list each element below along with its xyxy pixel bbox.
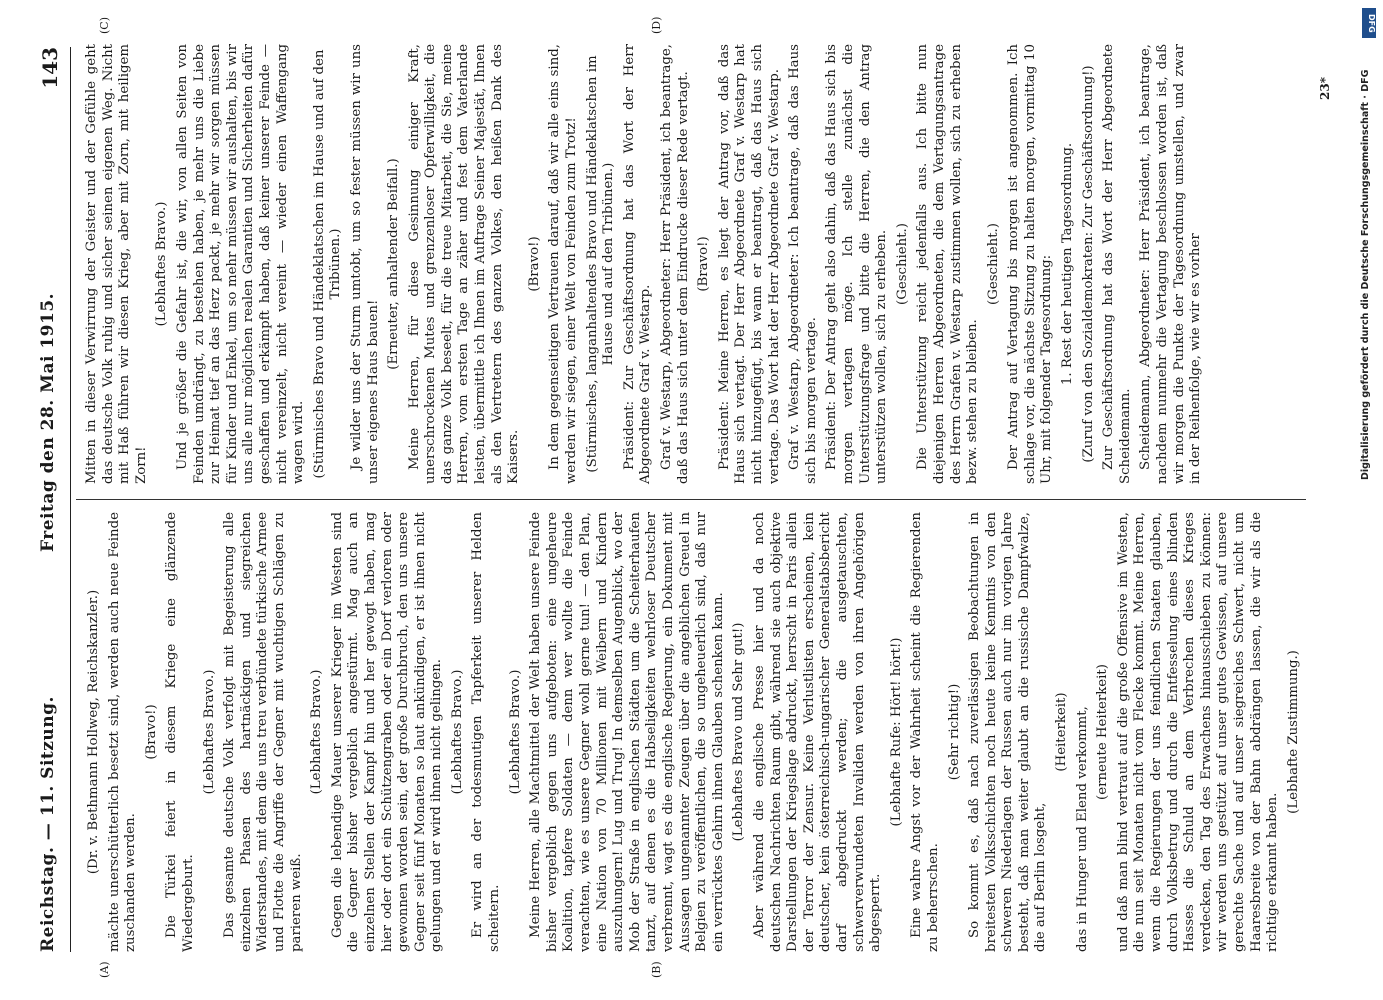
page-number: 143 [38, 47, 62, 89]
reaction: (Lebhaftes Bravo und Sehr gut!) [731, 622, 747, 842]
margin-marker-c: (C) [98, 17, 111, 34]
reaction: (Lebhaftes Bravo.) [309, 669, 325, 795]
reaction: (erneute Heiterkeit) [1095, 664, 1111, 800]
paragraph: In dem gegenseitigen Vertrauen darauf, daß wir alle eins sind, werden wir siegen, einer Welt von Feinden zum Trotz! [547, 44, 580, 484]
reaction: (Lebhaftes Bravo.) [201, 669, 217, 795]
paragraph: und daß man blind vertraut auf die große Offensive im Westen, die nun seit Monaten nicht vom Flecke kommt. Meine Herren, wenn die Regierungen der uns feindlichen Staaten glauben, durch Volksbetrug und durch die Entfesselung eines blinden Hasses die Schuld an dem Verbrechen dieses Krieges verdecken, den Tag des Erwachens hinausschieben zu können: wir werden uns gestützt auf unser gutes Gewissen, auf unsere gerechte Sache und auf unser siegreiches Schwert, nicht um Haaresbreite von der Bahn abdrängen lassen, die wir als die richtige erkannt haben. [1115, 512, 1281, 952]
page-header [38, 47, 62, 952]
paragraph: Scheidemann, Abgeordneter: Herr Präsident, ich beantrage, nachdem nunmehr die Vertagung beschlossen worden ist, daß wir morgen die Punkte der Tagesordnung umstellen, und zwar in der Reihenfolge, wie wir es vorher [1138, 44, 1204, 484]
speaker-intro: (Dr. v. Bethmann Hollweg, Reichskanzler.) [86, 589, 101, 875]
paragraph: das in Hunger und Elend verkommt, [1074, 706, 1090, 952]
paragraph: Präsident: Zur Geschäftsordnung hat das Wort der Herr Abgeordnete Graf v. Westarp. [621, 44, 654, 484]
agenda-item: 1. Rest der heutigen Tagesordnung. [1060, 142, 1076, 386]
reaction: (Lebhaftes Bravo.) [507, 669, 523, 795]
paragraph: Die Türkei feiert in diesem Kriege eine glänzende Wiedergeburt. [164, 512, 196, 952]
paragraph: Er wird an der todesmutigen Tapferkeit unserer Helden scheitern. [470, 512, 503, 952]
reaction: (Geschieht.) [985, 223, 1001, 305]
paragraph: Gegen die lebendige Mauer unserer Krieger im Westen sind die Gegner bisher vergeblich angestürmt. Mag auch an einzelnen Stellen der Kampf hin und her gewogt haben, mag hier oder dort ein Schützengraben oder ein Dorf verloren oder gewonnen worden sein, der große Durchbruch, den uns unsere Gegner seit fünf Monaten so laut ankündigen, er ist ihnen nicht gelungen und er wird ihnen nicht gelingen. [329, 512, 445, 952]
reaction: (Heiterkeit) [1054, 692, 1070, 772]
reaction: (Stürmisches Bravo und Händeklatschen im Hause und auf den Tribünen.) [311, 49, 344, 479]
margin-marker-b: (B) [650, 961, 663, 978]
paragraph: Der Antrag auf Vertagung bis morgen ist angenommen. Ich schlage vor, die nächste Sitzung zu halten morgen, vormittag 10 Uhr, mit folgender Tagesordnung: [1006, 44, 1055, 484]
paragraph: Meine Herren, für diese Gesinnung einiger Kraft, unerschrockenen Mutes und grenzenloser Opferwilligkeit, die das ganze Volk beseelt, für die treue Mitarbeit, die Sie, meine Herren, vom ersten Tage an zäher und fest dem Vaterlande leisten, übermittle ich Ihnen im Auftrage Seiner Majestät, Ihnen als den Vertretern des ganzen Volkes, den heißen Dank des Kaisers. [406, 44, 522, 484]
paragraph: Graf v. Westarp, Abgeordneter: Ich beantrage, daß das Haus sich bis morgen vertage. [787, 44, 819, 484]
reaction: (Bravo!) [143, 704, 159, 760]
paragraph: Und je größer die Gefahr ist, die wir, von allen Seiten von Feinden umdrängt, zu bestehen haben, je mehr uns die Liebe zur Heimat tief an das Herz packt, je mehr wir sorgen müssen für Kinder und Enkel, um so mehr müssen wir aushalten, bis wir uns alle nur möglichen realen Garantien und Sicherheiten dafür geschaffen und erkämpft haben, daß keiner unserer Feinde — nicht vereinzelt, nicht vereint — wieder einen Waffengang wagen wird. [174, 44, 307, 484]
right-column [84, 44, 1209, 484]
paragraph: Graf v. Westarp, Abgeordneter: Herr Präsident, ich beantrage, daß das Haus sich unter dem Eindrucke dieser Rede vertagt. [659, 44, 691, 484]
reaction: (Lebhafte Rufe: Hört! hört!) [888, 637, 904, 827]
paragraph: Aber während die englische Presse hier und da noch deutschen Nachrichten Raum gibt, während sie auch objektive Darstellungen der Kriegslage abdruckt, herrscht in Paris allein der Terror der Zensur. Keine Verlustlisten erscheinen, kein deutscher, kein österreichisch-ungarischer Generalstabsbericht darf abgedruckt werden; die ausgetauschten, schwerverwundeten Invaliden werden von ihren Angehörigen abgesperrt. [751, 512, 884, 952]
reaction: (Erneuter, anhaltender Beifall.) [386, 158, 402, 370]
paragraph: So kommt es, daß nach zuverlässigen Beobachtungen in breitesten Volksschichten noch heute keine Kenntnis von den schweren Niederlagen der Russen auch nur im vorigen Jahre besteht, daß man weiter glaubt an die russische Dampfwalze, die auf Berlin losgeht, [967, 512, 1049, 952]
paragraph: Die Unterstützung reicht jedenfalls aus. Ich bitte nun diejenigen Herren Abgeordneten, die dem Vertagungsantrage des Herrn Grafen v. Westarp zustimmen wollen, sich zu erheben bezw. stehen zu bleiben. [915, 44, 981, 484]
reaction: (Lebhaftes Bravo.) [154, 201, 170, 327]
paragraph: Zur Geschäftsordnung hat das Wort der Herr Abgeordnete Scheidemann. [1101, 44, 1133, 484]
paragraph: Je wilder uns der Sturm umtobt, um so fester müssen wir uns unser eigenes Haus bauen! [348, 44, 381, 484]
paragraph: Präsident: Der Antrag geht also dahin, daß das Haus sich bis morgen vertagen möge. Ich stelle zunächst die Unterstützungsfrage und bitte die Herren, die den Antrag unterstützen wollen, sich zu erheben. [824, 44, 890, 484]
margin-marker-d: (D) [650, 16, 663, 34]
paragraph: Das gesamte deutsche Volk verfolgt mit Begeisterung alle einzelnen Phasen des hartnäckigen und siegreichen Widerstandes, mit dem die uns treu verbündete türkische Armee und Flotte die Angriffe der Gegner mit wuchtigen Schlägen zu parieren weiß. [222, 512, 304, 952]
reaction: (Lebhaftes Bravo.) [449, 669, 465, 795]
reaction: (Zuruf von den Sozialdemokraten: Zur Geschäftsordnung!) [1080, 65, 1096, 463]
reaction: (Lebhafte Zustimmung.) [1285, 650, 1301, 814]
paragraph: Mitten in dieser Verwirrung der Geister und der Gefühle geht das deutsche Volk ruhig und sicher seinen eigenen Weg. Nicht mit Haß führen wir diesen Krieg, aber mit Zorn, mit heiligem Zorn! [84, 44, 149, 484]
header-date: Freitag den 28. Mai 1915. [38, 292, 58, 552]
reaction: (Geschieht.) [894, 223, 910, 305]
digitization-note: Digitalisierung gefördert durch die Deutsche Forschungsgemeinschaft ∙ DFG [1360, 69, 1371, 480]
signature-mark: 23* [1318, 77, 1332, 100]
dfg-badge: DFG [1362, 8, 1376, 38]
paragraph: mächte unerschütterlich besetzt sind, werden auch neue Feinde zuschanden werden. [106, 512, 139, 952]
header-left: Reichstag. — 11. Sitzung. [38, 696, 58, 952]
reaction: (Stürmisches, langanhaltendes Bravo und Händeklatschen im Hause und auf den Tribünen.) [584, 55, 617, 473]
margin-marker-a: (A) [98, 961, 111, 978]
reaction: (Sehr richtig!) [946, 683, 962, 781]
reaction: (Bravo!) [696, 236, 712, 292]
left-column [84, 512, 1306, 952]
paragraph: Eine wahre Angst vor der Wahrheit scheint die Regierenden zu beherrschen. [909, 512, 941, 952]
paragraph: Präsident: Meine Herren, es liegt der Antrag vor, daß das Haus sich vertagt. Der Herr Abgeordnete Graf v. Westarp hat nicht hinzugefügt, bis wann er beantragt, daß das Haus sich vertage. Das Wort hat der Herr Abgeordnete Graf v. Westarp. [716, 44, 782, 484]
reaction: (Bravo!) [526, 236, 542, 292]
column-separator [76, 499, 1306, 500]
header-rule [70, 47, 71, 952]
paragraph: Meine Herren, alle Machtmittel der Welt haben unsere Feinde bisher vergeblich gegen uns aufgeboten: eine ungeheure Koalition, tapfere Soldaten — denn wer wollte die Feinde verachten, wie es unsere Gegner wohl gerne tun! — den Plan, eine Nation von 70 Millionen mit Weibern und Kindern auszuhungern! Lug und Trug! In demselben Augenblick, wo der Mob der Straße in englischen Städten um die Scheiterhaufen tanzt, auf denen es die Habseligkeiten wehrloser Deutscher verbrennt, wagt es die englische Regierung, ein Dokument mit Aussagen ungenannter Zeugen über die angeblichen Greuel in Belgien zu veröffentlichen, die so ungeheuerlich sind, daß nur ein verrücktes Gehirn ihnen Glauben schenken kann. [528, 512, 726, 952]
